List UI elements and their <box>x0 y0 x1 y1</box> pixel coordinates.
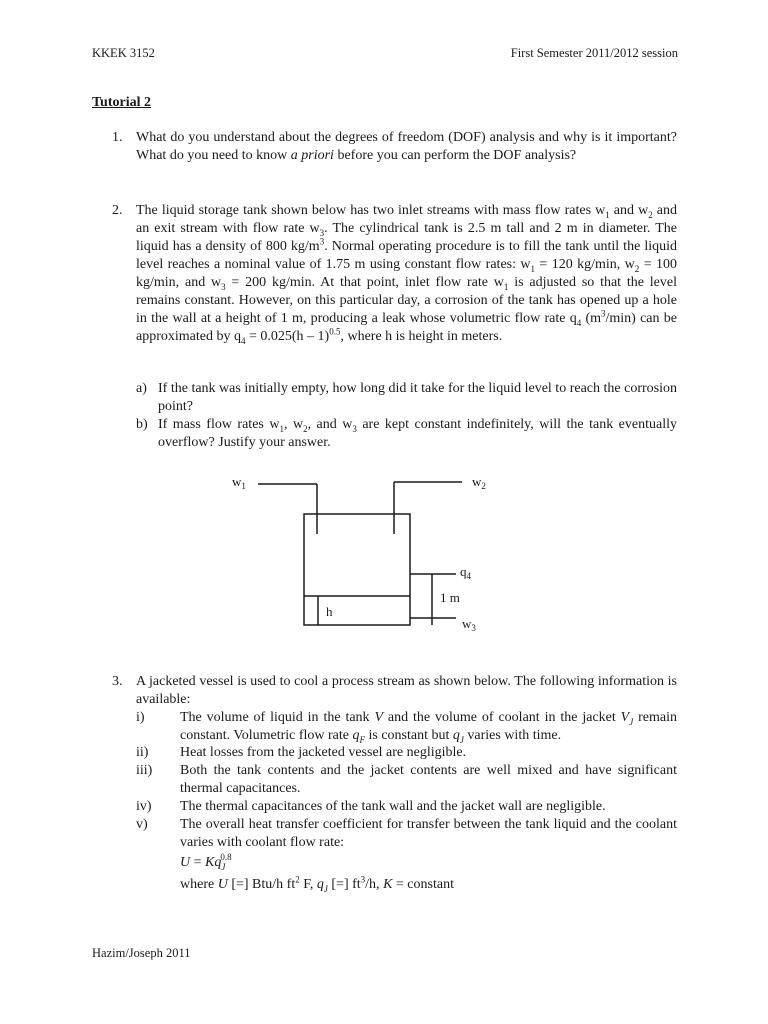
heat-transfer-equation: $U = Kq_J^{0.8}$ <box>180 852 232 872</box>
height-label: 1 m <box>440 590 460 605</box>
question-text: The liquid storage tank shown below has two inlet streams with mass flow rates $w_1$ and $w_2$ and an exit stream with flow rate $w_3$. The cylindrical tank is 2.5 m tall and 2 m in diameter. The liquid has a density of 800 $kg/m^3$. Normal operating procedure is to fill the tank until the liquid level reaches a nominal value of 1.75 m using constant flow rates: $w_1 = 120$ kg/min, $w_2 = 100$ kg/min, and $w_3 = 200$ kg/min. At that point, inlet flow rate $w_1$ is adjusted so that the level remains constant. However, on this particular day, a corrosion of the tank has opened up a hole in the wall at a height of 1 m, producing a leak whose volumetric flow rate $q_4$ $(m^3/\min)$ can be approximated by $q_4 = 0.025(h - 1)^{0.5}$, where h is height in meters. <box>136 203 678 346</box>
page-title: Tutorial 2 <box>92 95 151 110</box>
w2-label: $w_2$ <box>472 474 486 491</box>
question-2 <box>112 202 677 346</box>
assumption-ii: ii) Heat losses from the jacketed vessel are negligible. <box>136 745 467 760</box>
question-3 <box>112 673 677 709</box>
question-text: A jacketed vessel is used to cool a process stream as shown below. The following information is available: <box>136 674 677 707</box>
question-number: 3. <box>112 674 123 689</box>
session-label: First Semester 2011/2012 session <box>510 46 678 60</box>
question-number: 1. <box>112 130 123 145</box>
course-code: KKEK 3152 <box>92 46 155 60</box>
question-1 <box>112 129 677 165</box>
question-text: What do you understand about the degrees of freedom (DOF) analysis and why is it important? What do you need to know a priori before you can perform the DOF analysis? <box>136 130 677 163</box>
question-number: 2. <box>112 203 123 218</box>
question-2b: b) If mass flow rates $w_1$, $w_2$, and $w_3$ are kept constant indefinitely, will the tank eventually overflow? Justify your answer. <box>136 417 677 450</box>
w3-label: $w_3$ <box>462 616 476 633</box>
assumption-iii: iii) Both the tank contents and the jacket contents are well mixed and have significant thermal capacitances. <box>136 763 677 796</box>
question-2a: a) If the tank was initially empty, how long did it take for the liquid level to reach the corrosion point? <box>136 381 677 414</box>
w1-label: $w_1$ <box>232 474 246 491</box>
units-definition: where U [=] Btu/h $ft^2$ F, $q_J$ [=] $ft^3/h$, K = constant <box>180 874 454 894</box>
assumption-iv: iv) The thermal capacitances of the tank wall and the jacket wall are negligible. <box>136 799 606 814</box>
assumption-v: v) The overall heat transfer coefficient for transfer between the tank liquid and the coolant varies with coolant flow rate: $U = Kq_J^{0.8}$ where U [=] Btu/h $ft^2$ F, $q_J$ [=] $ft^3/h$, K = constant <box>136 817 677 894</box>
q4-label: $q_4$ <box>460 564 471 581</box>
tank-diagram <box>220 468 500 638</box>
h-label: h <box>326 604 333 619</box>
footer-author: Hazim/Joseph 2011 <box>92 946 191 960</box>
assumption-i: i) The volume of liquid in the tank V and the volume of coolant in the jacket $V_J$ remain constant. Volumetric flow rate $q_F$ is constant but $q_J$ varies with time. <box>136 710 677 745</box>
